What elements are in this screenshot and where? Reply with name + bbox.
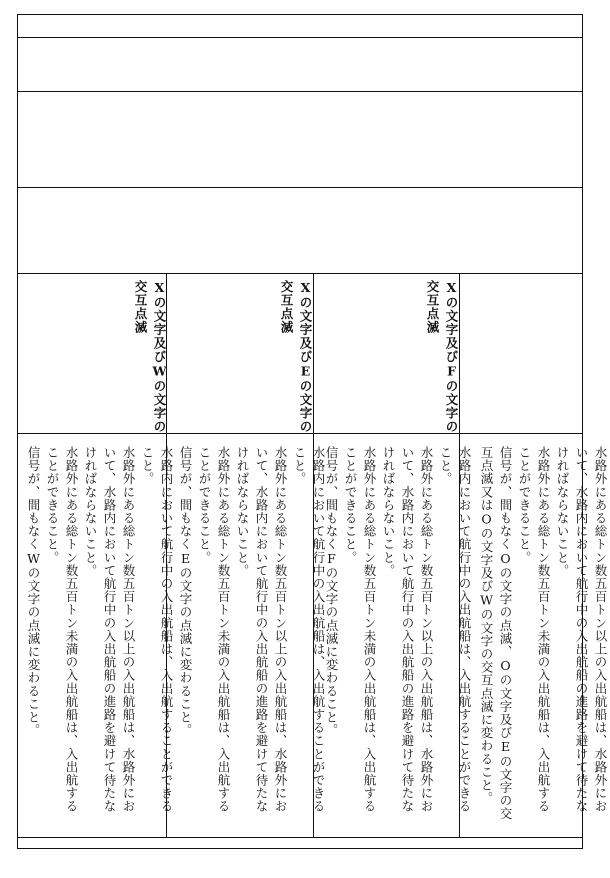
blank-row-rule bbox=[18, 187, 582, 188]
table-top-rule bbox=[18, 273, 582, 274]
description-paragraph: 信号が、間もなくFの文字の点滅に変わること。 bbox=[324, 446, 339, 737]
description-paragraph: 信号が、間もなくOの文字の点滅、Oの文字及びEの文字の交 互点滅又はOの文字及びWの文字の交互点滅に変わること。 bbox=[479, 446, 513, 821]
signal-description bbox=[477, 446, 610, 841]
signal-description bbox=[24, 446, 176, 841]
description-paragraph: 水路外にある総トン数五百トン未満の入出航船は、入出航する ことができること。 bbox=[197, 446, 231, 813]
signal-label: Xの文字及びFの文字の 交互点滅 bbox=[425, 280, 459, 434]
description-paragraph: 水路外にある総トン数五百トン以上の入出航船は、水路外にお いて、水路内において航行中の入出航船の進路を避けて待たな ければならないこと。 bbox=[555, 446, 608, 813]
description-paragraph: 水路外にある総トン数五百トン以上の入出航船は、水路外にお いて、水路内において航行中の入出航船の進路を避けて待たな ければならないこと。 bbox=[381, 446, 434, 813]
signal-label: Xの文字及びWの文字の 交互点滅 bbox=[133, 280, 167, 434]
signal-description bbox=[176, 446, 328, 841]
blank-row-rule bbox=[18, 37, 582, 38]
description-paragraph: 信号が、間もなくWの文字の点滅に変わること。 bbox=[26, 446, 41, 737]
description-paragraph: 水路外にある総トン数五百トン未満の入出航船は、入出航する ことができること。 bbox=[343, 446, 377, 813]
blank-row-rule bbox=[18, 91, 582, 92]
description-paragraph: 水路外にある総トン数五百トン未満の入出航船は、入出航する ことができること。 bbox=[517, 446, 551, 813]
description-paragraph: 水路内において航行中の入出航船は、入出航することができる こと。 bbox=[438, 446, 472, 813]
description-paragraph: 信号が、間もなくEの文字の点滅に変わること。 bbox=[178, 446, 193, 737]
signal-description bbox=[322, 446, 474, 841]
description-paragraph: 水路外にある総トン数五百トン以上の入出航船は、水路外にお いて、水路内において航行中の入出航船の進路を避けて待たな ければならないこと。 bbox=[235, 446, 288, 813]
description-paragraph: 水路外にある総トン数五百トン未満の入出航船は、入出航する ことができること。 bbox=[45, 446, 79, 813]
description-paragraph: 水路内において航行中の入出航船は、入出航することができる こと。 bbox=[292, 446, 326, 813]
description-paragraph: 水路外にある総トン数五百トン以上の入出航船は、水路外にお いて、水路内において航行中の入出航船の進路を避けて待たな ければならないこと。 bbox=[83, 446, 136, 813]
description-paragraph: 水路内において航行中の入出航船は、入出航することができる こと。 bbox=[140, 446, 174, 813]
signal-label: Xの文字及びEの文字の 交互点滅 bbox=[279, 280, 313, 434]
